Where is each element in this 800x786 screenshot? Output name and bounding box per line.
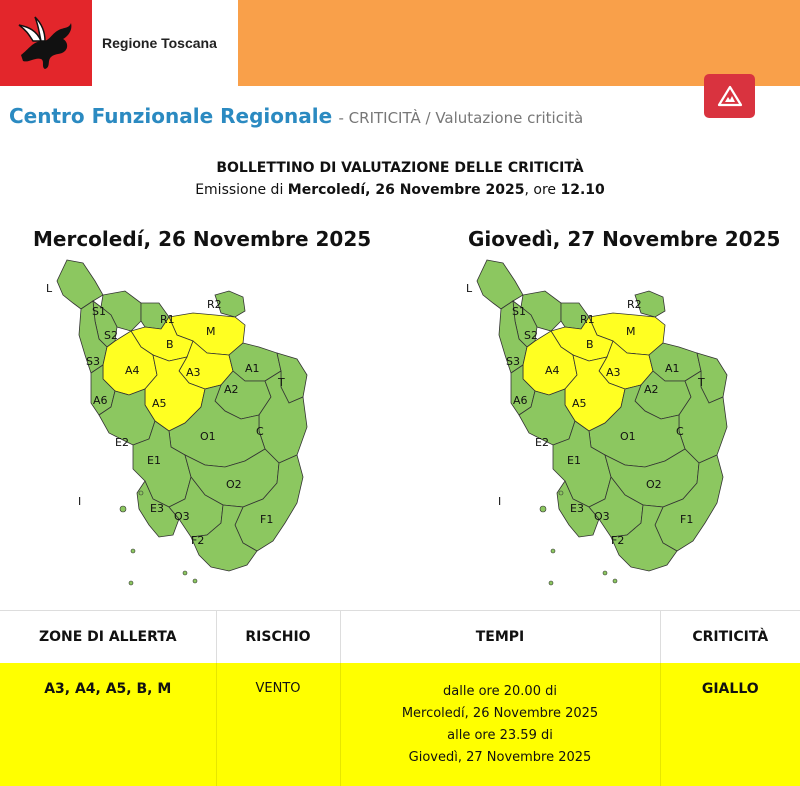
zone-label-o3: O3 bbox=[174, 510, 190, 523]
zone-label-r2: R2 bbox=[207, 298, 222, 311]
island bbox=[551, 549, 555, 553]
zone-label-f2: F2 bbox=[191, 534, 205, 547]
zone-label-a5: A5 bbox=[152, 397, 167, 410]
alert-button[interactable] bbox=[704, 74, 755, 118]
warning-triangle-icon bbox=[717, 85, 743, 107]
island bbox=[559, 491, 563, 495]
zone-label-r1: R1 bbox=[160, 313, 175, 326]
zone-label-f1: F1 bbox=[680, 513, 694, 526]
island bbox=[183, 571, 187, 575]
zone-label-l: L bbox=[466, 282, 473, 295]
bulletin-emission bbox=[0, 182, 800, 198]
zone-label-t: T bbox=[278, 376, 285, 389]
zone-label-e2: E2 bbox=[535, 436, 549, 449]
island bbox=[603, 571, 607, 575]
cell-tempi bbox=[340, 663, 660, 786]
map-title-day1: Mercoledí, 26 Novembre 2025 bbox=[33, 227, 372, 251]
cell-risk: VENTO bbox=[216, 663, 340, 786]
zone-label-r2: R2 bbox=[627, 298, 642, 311]
zone-label-s2: S2 bbox=[524, 329, 538, 342]
bulletin-title: BOLLETTINO DI VALUTAZIONE DELLE CRITICITÀ bbox=[216, 160, 584, 176]
island bbox=[549, 581, 553, 585]
emission-time: 12.10 bbox=[560, 182, 605, 198]
tempi-line-1: dalle ore 20.00 di bbox=[443, 683, 557, 699]
zone-label-f1: F1 bbox=[260, 513, 274, 526]
island bbox=[131, 549, 135, 553]
zone-label-t: T bbox=[698, 376, 705, 389]
zone-label-o1: O1 bbox=[200, 430, 216, 443]
zone-label-a5: A5 bbox=[572, 397, 587, 410]
zone-label-s2: S2 bbox=[104, 329, 118, 342]
table-header-row bbox=[0, 611, 800, 663]
zone-label-e2: E2 bbox=[115, 436, 129, 449]
zone-label-a2: A2 bbox=[644, 383, 659, 396]
zone-label-a3: A3 bbox=[606, 366, 621, 379]
island bbox=[193, 579, 197, 583]
zone-label-b: B bbox=[586, 338, 594, 351]
col-header-tempi: TEMPI bbox=[340, 611, 660, 663]
zone-label-a3: A3 bbox=[186, 366, 201, 379]
zone-l[interactable] bbox=[477, 260, 523, 309]
zone-label-s1: S1 bbox=[92, 305, 106, 318]
island bbox=[120, 506, 126, 512]
pegasus-logo bbox=[0, 0, 92, 86]
col-header-zones: ZONE DI ALLERTA bbox=[0, 611, 216, 663]
cell-criticita: GIALLO bbox=[660, 663, 800, 786]
island bbox=[540, 506, 546, 512]
tempi-line-3: alle ore 23.59 di bbox=[447, 727, 553, 743]
zone-label-a1: A1 bbox=[245, 362, 260, 375]
zone-label-m: M bbox=[206, 325, 216, 338]
island bbox=[613, 579, 617, 583]
region-name: Regione Toscana bbox=[102, 35, 217, 51]
region-logo-link[interactable] bbox=[0, 0, 238, 86]
zone-label-a2: A2 bbox=[224, 383, 239, 396]
zone-label-s3: S3 bbox=[86, 355, 100, 368]
zone-label-r1: R1 bbox=[580, 313, 595, 326]
page-title-main[interactable]: Centro Funzionale Regionale bbox=[9, 104, 333, 128]
zone-label-a6: A6 bbox=[93, 394, 108, 407]
zone-label-e3: E3 bbox=[150, 502, 164, 515]
col-header-risk: RISCHIO bbox=[216, 611, 340, 663]
cell-zones: A3, A4, A5, B, M bbox=[0, 663, 216, 786]
zone-label-e1: E1 bbox=[567, 454, 581, 467]
island bbox=[129, 581, 133, 585]
zone-map-svg bbox=[45, 255, 345, 590]
tempi-line-4: Giovedì, 27 Novembre 2025 bbox=[408, 749, 592, 765]
map-day1[interactable] bbox=[45, 255, 345, 590]
page-title bbox=[9, 104, 583, 128]
zone-label-f2: F2 bbox=[611, 534, 625, 547]
zone-label-s1: S1 bbox=[512, 305, 526, 318]
zone-label-l: L bbox=[46, 282, 53, 295]
alert-table bbox=[0, 610, 800, 786]
tempi-line-2: Mercoledí, 26 Novembre 2025 bbox=[401, 705, 599, 721]
zone-label-i: I bbox=[498, 495, 502, 508]
zone-label-m: M bbox=[626, 325, 636, 338]
zone-label-c: C bbox=[256, 425, 264, 438]
map-title-day2: Giovedì, 27 Novembre 2025 bbox=[468, 227, 781, 251]
col-header-criticita: CRITICITÀ bbox=[660, 611, 800, 663]
zone-label-o2: O2 bbox=[226, 478, 242, 491]
island bbox=[139, 491, 143, 495]
emission-mid: , ore bbox=[524, 182, 561, 198]
zone-label-a1: A1 bbox=[665, 362, 680, 375]
zone-label-o2: O2 bbox=[646, 478, 662, 491]
zone-label-a4: A4 bbox=[125, 364, 140, 377]
zone-label-c: C bbox=[676, 425, 684, 438]
zone-label-i: I bbox=[78, 495, 82, 508]
table-row bbox=[0, 663, 800, 786]
zone-label-s3: S3 bbox=[506, 355, 520, 368]
zone-map-svg bbox=[465, 255, 765, 590]
zone-label-o1: O1 bbox=[620, 430, 636, 443]
zone-label-a4: A4 bbox=[545, 364, 560, 377]
emission-prefix: Emissione di bbox=[195, 182, 288, 198]
zone-label-b: B bbox=[166, 338, 174, 351]
zone-label-a6: A6 bbox=[513, 394, 528, 407]
map-day2[interactable] bbox=[465, 255, 765, 590]
zone-label-o3: O3 bbox=[594, 510, 610, 523]
breadcrumb: - CRITICITÀ / Valutazione criticità bbox=[338, 109, 584, 127]
emission-day: Mercoledí, 26 Novembre 2025 bbox=[287, 182, 525, 198]
zone-label-e3: E3 bbox=[570, 502, 584, 515]
zone-label-e1: E1 bbox=[147, 454, 161, 467]
zone-l[interactable] bbox=[57, 260, 103, 309]
